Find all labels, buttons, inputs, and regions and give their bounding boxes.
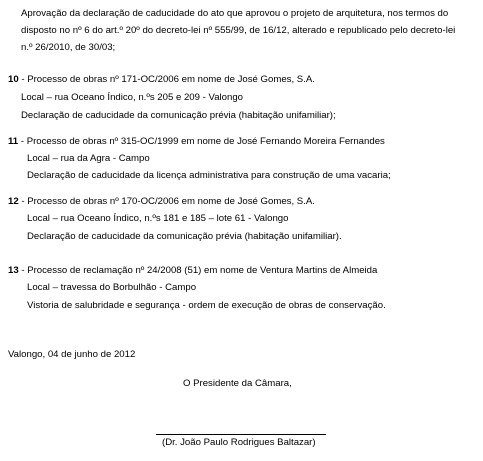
intro-line-2: disposto no nº 6 do art.º 20º do decreto-lei nº 555/99, de 16/12, alterado e republicado pelo decreto-lei	[21, 25, 456, 36]
item-11-description: Declaração de caducidade da licença administrativa para construção de uma vacaria;	[27, 170, 391, 181]
item-10-location: Local – rua Oceano Índico, n.ºs 205 e 209 - Valongo	[21, 92, 244, 103]
intro-line-1: Aprovação da declaração de caducidade do ato que aprovou o projeto de arquitetura, nos termos do	[21, 8, 449, 19]
item-title: - Processo de reclamação nº 24/2008 (51) em nome de Ventura Martins de Almeida	[21, 265, 378, 276]
item-12-location: Local – rua Oceano Índico, n.ºs 181 e 185 – lote 61 - Valongo	[27, 213, 289, 224]
item-title: - Processo de obras nº 171-OC/2006 em nome de José Gomes, S.A.	[21, 74, 315, 85]
signatory-name: (Dr. João Paulo Rodrigues Baltazar)	[162, 437, 316, 448]
intro-line-3: n.º 26/2010, de 30/03;	[21, 42, 116, 53]
item-title: - Processo de obras nº 315-OC/1999 em nome de José Fernando Moreira Fernandes	[20, 136, 385, 147]
item-13-location: Local – travessa do Borbulhão - Campo	[27, 282, 197, 293]
item-11-location: Local – rua da Agra - Campo	[27, 153, 150, 164]
item-13-description: Vistoria de salubridade e segurança - ordem de execução de obras de conservação.	[27, 300, 386, 311]
signature-line	[156, 434, 326, 435]
place-date: Valongo, 04 de junho de 2012	[8, 349, 136, 360]
item-title: - Processo de obras nº 170-OC/2006 em nome de José Gomes, S.A.	[21, 196, 315, 207]
item-number: 13	[8, 265, 19, 276]
item-number: 10	[8, 74, 19, 85]
item-12-title-row	[8, 196, 315, 208]
item-10-title-row	[8, 74, 315, 86]
item-number: 11	[8, 136, 19, 147]
item-12-description: Declaração de caducidade da comunicação prévia (habitação unifamiliar).	[27, 231, 342, 242]
item-13-title-row	[8, 265, 377, 277]
item-number: 12	[8, 196, 19, 207]
signatory-title: O Presidente da Câmara,	[183, 378, 292, 389]
item-11-title-row	[8, 136, 385, 148]
item-10-description: Declaração de caducidade da comunicação prévia (habitação unifamiliar);	[21, 110, 336, 121]
